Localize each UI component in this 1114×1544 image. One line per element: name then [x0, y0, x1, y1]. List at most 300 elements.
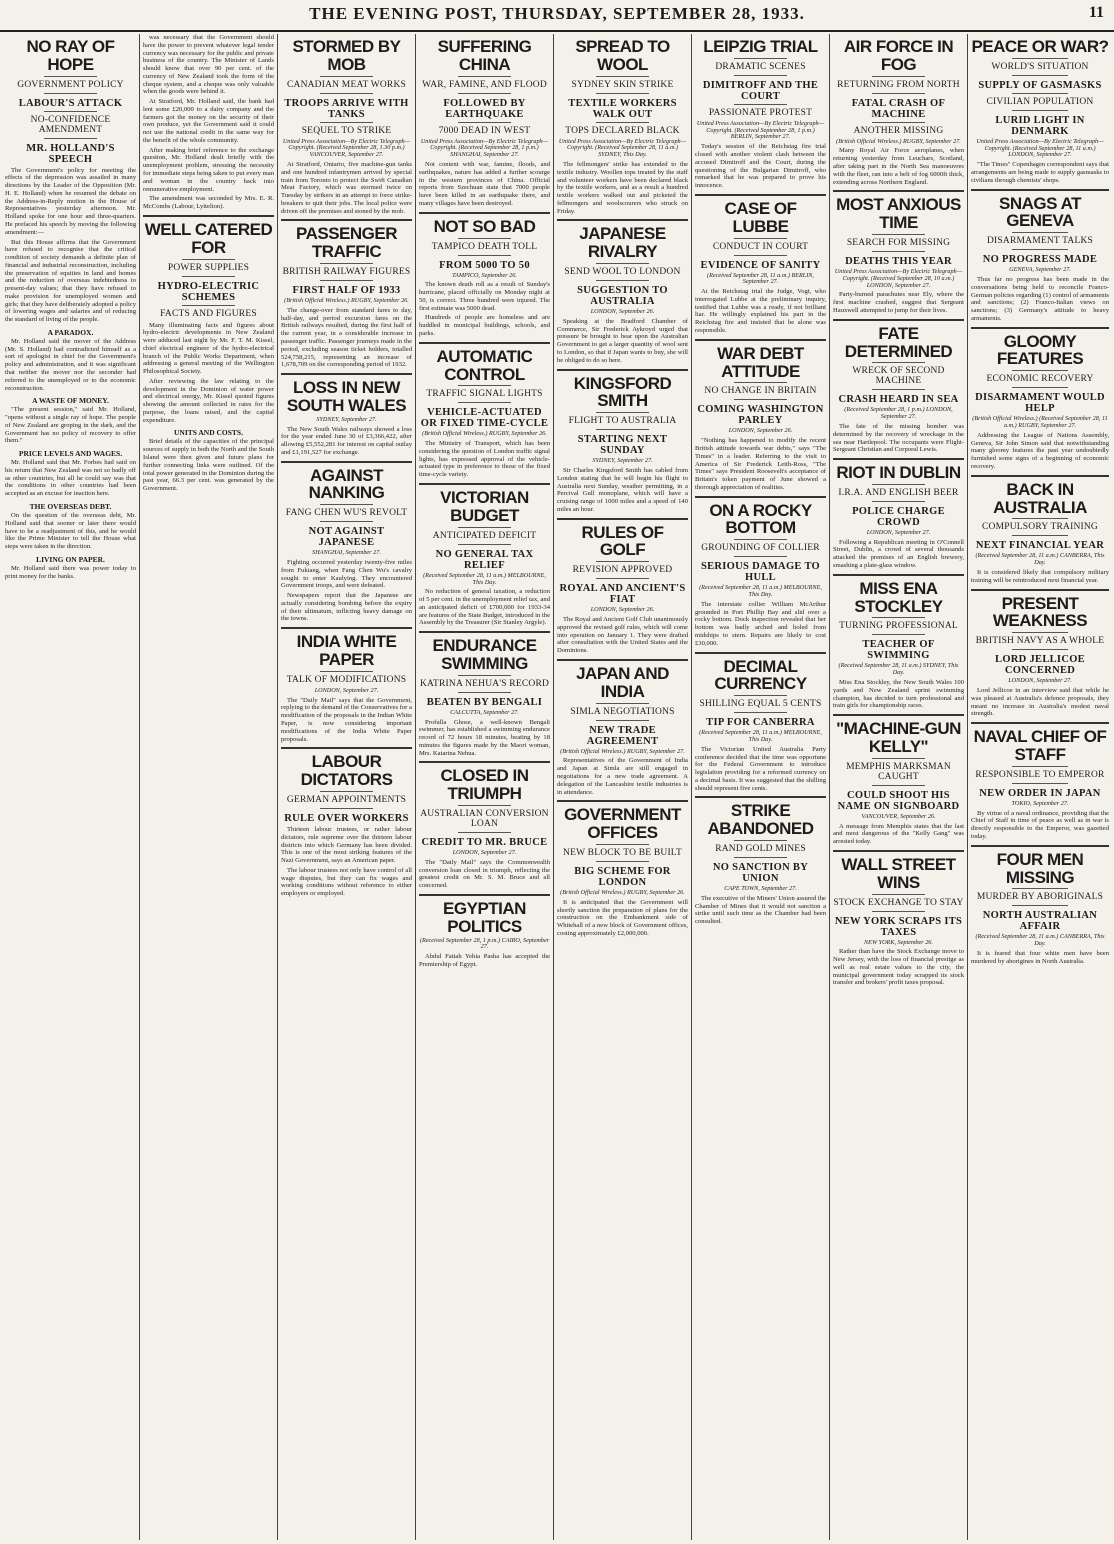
headline-rule — [872, 894, 924, 895]
headline-rule — [1012, 518, 1067, 519]
subheadline: ROYAL AND ANCIENT'S FIAT — [559, 583, 686, 606]
headline: NOT SO BAD — [433, 216, 536, 236]
column-3 — [278, 34, 416, 1540]
article — [971, 728, 1109, 847]
subheadline: TALK OF MODIFICATIONS — [286, 674, 407, 685]
column-7 — [830, 34, 968, 1540]
section-subheading: A PARADOX. — [47, 327, 94, 337]
article-paragraph: Abdul Fattah Yehia Pasha has accepted the Premiership of Egypt. — [419, 953, 550, 969]
article — [971, 195, 1109, 329]
dateline: (British Official Wireless.) (Received September 28, 11 a.m.) RUGBY, September 27. — [972, 415, 1108, 430]
headline-rule — [734, 695, 786, 696]
dateline: LONDON, September 26. — [590, 606, 655, 614]
article-paragraph: The New South Wales railways showed a loss for the year ended June 30 of £3,366,422, after allowing £5,552,281 for interest on capital outlay and £1,191,527 for exchange. — [281, 425, 412, 456]
subheadline: REVISION APPROVED — [572, 565, 673, 576]
subheadline: I.R.A. AND ENGLISH BEER — [838, 487, 959, 498]
article — [281, 38, 412, 221]
headline-rule — [1012, 232, 1067, 233]
dateline: (Received September 28, 1 p.m.) CAIRO, September 27. — [419, 936, 550, 951]
article-paragraph: The Royal and Ancient Golf Club unanimously approved the revised golf rules, which will come into operation on January 1. They were drafted after consultation with the United States and the Dominions. — [557, 616, 688, 655]
headline-rule — [1012, 649, 1067, 650]
article — [833, 325, 964, 460]
article — [695, 345, 826, 498]
subheadline: RESPONSIBLE TO EMPEROR — [975, 769, 1105, 780]
article — [281, 379, 412, 463]
article-paragraph: The "Daily Mail" says that the Government, replying to the demand of the Conservatives for a modification of the proposals in the Indian White Paper, is now considering important modifications of the India White Paper proposals. — [281, 696, 412, 743]
article-paragraph: On the question of the overseas debt, Mr. Holland said that sooner or later there would have to be a readjustment of this, and he would like the Prime Minister to tell the House what steps were taken in the direction. — [5, 511, 136, 551]
dateline: (Received September 28, 11 a.m.) MELBOURNE, This Day. — [699, 584, 822, 599]
column-2 — [140, 34, 278, 1540]
headline-rule — [458, 544, 510, 545]
article-paragraph: By virtue of a naval ordinance, providing that the Chief of Staff in time of peace as well as in war is directly responsible to the Emperor, was gazetted today. — [971, 809, 1109, 840]
subheadline: FACTS AND FIGURES — [160, 308, 257, 319]
article-paragraph: At Stratford, Mr. Holland said, the bank had lent some £20,000 to a dairy company and the farmers got the money on the security of their own produce, yet the Government said it could not use the national credit in the same way for the benefit of the whole community. — [143, 98, 274, 144]
headline-rule — [596, 412, 648, 413]
dateline: United Press Association—By Electric Telegraph—Copyright. (Received September 28, 10 a.m.) LONDON, September 27. — [834, 267, 963, 289]
article-paragraph: No reduction of general taxation, a reduction of 5 per cent. in the unemployment relief tax, and an anticipated deficit of £700,000 for 1933-34 are features of the State Budget, introduced in the Assembly by the Treasurer (Sir Stanley Argyle). — [419, 588, 550, 627]
subheadline: RAND GOLD MINES — [715, 844, 806, 855]
subheadline: SUGGESTION TO AUSTRALIA — [577, 285, 668, 308]
dateline: (Received September 28, 1 p.m.) LONDON, September 27. — [844, 406, 953, 421]
article-paragraph: Miss Ena Stockley, the New South Wales 100 yards and New Zealand sprint swimming champion, has decided to turn professional and train girls for championship races. — [833, 679, 964, 710]
headline-rule — [872, 93, 924, 94]
headline-rule — [872, 911, 924, 912]
headline-rule — [1012, 783, 1067, 784]
subheadline: TRAFFIC SIGNAL LIGHTS — [426, 389, 543, 400]
headline-rule — [320, 122, 372, 123]
headline-rule — [458, 122, 510, 123]
article-paragraph: Rather than have the Stock Exchange move to New Jersey, with the loss of financial prestige as well as real estate values to the city, the municipal government today scrapped its stock transfer and brokers' profit taxes proposal. — [833, 948, 964, 987]
article-paragraph: After reviewing the law relating to the development in the Dominion of water power and electrical energy, Mr. Kissel quoted figures showing the amount collected in rates for the purpose, the loans raised, and the capital expenditure. — [143, 377, 274, 424]
article-paragraph: Hundreds of people are homeless and are huddled in municipal buildings, schools, and parks. — [419, 314, 550, 337]
subheadline: NOT AGAINST JAPANESE — [308, 526, 385, 549]
dateline: (Received September 28, 11 a.m.) MELBOURNE, This Day. — [423, 571, 546, 586]
article — [971, 481, 1109, 591]
subheadline: DISARMAMENT TALKS — [986, 236, 1093, 247]
article-paragraph: "Nothing has happened to modify the recent British attitude towards war debts," says "The Times" in a leader. Referring to the visit to America of Sir Frederick Leith-Ross, "The Times" says President Roosevelt's acceptance of Britain's token payment of June showed a thorough appreciation of realities. — [695, 437, 826, 491]
article-paragraph: It is feared that four white men have been murdered by aborigines in North Australia. — [971, 950, 1109, 965]
dateline: LONDON, September 26. — [728, 427, 793, 435]
column-5 — [554, 34, 692, 1540]
headline: MISS ENA STOCKLEY — [854, 578, 943, 616]
subheadline: PASSIONATE PROTEST — [708, 107, 813, 118]
article — [971, 333, 1109, 477]
subheadline: ECONOMIC RECOVERY — [986, 374, 1094, 385]
article-paragraph: But this House affirms that the Government have refused to recognise that the critical condition of society demands a definite plan of financial and industrial reconstruction, including the preservation of equities in land and homes and the reduction of overseas indebtedness to present-day values; that they have refused to make provision for unemployed women and girls; that they have deliberately adopted a policy of lowering wages and salaries and of reducing the standard of living of the people. — [5, 238, 136, 324]
headline-rule — [1012, 249, 1067, 250]
article-paragraph: Thus far no progress has been made in the conversations being held to reconcile Franco-German policies regarding (1) control of armaments and sanctions; (2) Franco-Italian views on sanctions; (3) Germany's attitude to heavy armaments. — [971, 276, 1109, 322]
headline-rule — [458, 76, 510, 77]
article-paragraph: The fate of the missing bomber was determined by the recovery of wreckage in the sea near Hartlepool. The occupants were Flight-Sergeant Christian and Corporal Lewis. — [833, 422, 964, 454]
headline-rule — [458, 238, 510, 239]
headline: CLOSED IN TRIUMPH — [440, 766, 529, 804]
headline-rule — [458, 692, 510, 693]
dateline: (British Official Wireless.) RUGBY, September 27. — [560, 747, 685, 755]
headline-rule — [1012, 387, 1067, 388]
column-4 — [416, 34, 554, 1540]
dateline: LONDON, September 26. — [590, 308, 655, 316]
subheadline: COULD SHOOT HIS NAME ON SIGNBOARD — [837, 789, 960, 812]
article-paragraph: was necessary that the Government should have the power to prevent whatever legal tender currency was necessary for the public and private business of the country. The Minister of Lands should know that over 90 per cent. of the currency of New Zealand took the form of the cheque system, and a cheque was only valuable when the goods were behind it. — [143, 34, 274, 96]
article-paragraph: The fellmongers' strike has extended to the textile industry. Woollen tops treated by the staff and volunteer workers have been declared black by the textile workers, and as a result a hundred textile workers walked out and picketed the fellmongers and woolscourers who struck on Friday. — [557, 161, 688, 215]
article-paragraph: A message from Memphis states that the last and most dangerous of the "Kelly Gang" was arrested today. — [833, 822, 964, 846]
subheadline: LORD JELLICOE CONCERNED — [995, 654, 1085, 677]
subheadline: DISARMAMENT WOULD HELP — [975, 392, 1105, 415]
headline: WAR DEBT ATTITUDE — [717, 343, 804, 381]
dateline: United Press Association—By Electric Telegraph—Copyright. (Received September 28, 11 a.m.) SYDNEY, This Day. — [558, 137, 687, 159]
article — [833, 38, 964, 192]
dateline: (Received September 28, 11 a.m.) BERLIN, September 27. — [707, 271, 814, 286]
article-paragraph: The known death roll as a result of Sunday's hurricane, placed officially on Monday night at 50, is correct. Three hundred were injured. The first estimate was 5000 dead. — [419, 281, 550, 312]
article — [5, 38, 136, 584]
subheadline: WORLD'S SITUATION — [991, 61, 1089, 72]
headline-rule — [44, 138, 96, 139]
headline: MOST ANXIOUS TIME — [836, 195, 961, 233]
headline-rule — [458, 675, 510, 676]
subheadline: EVIDENCE OF SANITY — [700, 259, 821, 271]
headline-rule — [44, 93, 96, 94]
article — [695, 200, 826, 341]
article-paragraph: Speaking at the Bradford Chamber of Commerce, Sir Frederick Aykroyd urged that pressure be brought to bear upon the Australian Government to get a larger quantity of wool sent to London, so that if Japan wants to buy, she will be obliged to do so here. — [557, 317, 688, 364]
headline-rule — [734, 840, 786, 841]
subheadline: POLICE CHARGE CROWD — [852, 505, 945, 528]
subheadline: NORTH AUSTRALIAN AFFAIR — [982, 910, 1098, 933]
subheadline: NO CHANGE IN BRITAIN — [704, 386, 817, 397]
headline: GOVERNMENT OFFICES — [564, 805, 681, 843]
article-paragraph: "The present session," said Mr. Holland, "opens without a single ray of hope. The people of New Zealand are groping in the dark, and the Government has no policy of recovery to offer them." — [5, 406, 136, 445]
dateline: TOKIO, September 27. — [1011, 799, 1069, 807]
article — [971, 38, 1109, 191]
dateline: LONDON, September 27. — [1008, 677, 1072, 685]
headline-rule — [182, 276, 234, 277]
headline-rule — [596, 720, 648, 721]
headline-rule — [872, 389, 924, 390]
dateline: United Press Association—By Electric Telegraph—Copyright. (Received September 28, 1 p.m.) SHANGHAI, September 27. — [420, 137, 549, 159]
article — [419, 900, 550, 973]
subheadline: BEATEN BY BENGALI — [426, 696, 543, 708]
subheadline: NO GENERAL TAX RELIEF — [435, 548, 534, 571]
headline-rule — [596, 93, 648, 94]
headline: AGAINST NANKING — [308, 465, 385, 503]
subheadline: NO PROGRESS MADE — [982, 254, 1098, 266]
subheadline: CANADIAN MEAT WORKS — [286, 79, 407, 90]
headline: "MACHINE-GUN KELLY" — [836, 719, 961, 756]
subheadline: MR. HOLLAND'S SPEECH — [26, 142, 115, 165]
headline-rule — [1012, 370, 1067, 371]
article-paragraph: "The Times" Copenhagen correspondent says that arrangements are being made to supply gasmasks to civilians through chemists' shops. — [971, 161, 1109, 184]
article — [143, 34, 274, 217]
headline: BACK IN AUSTRALIA — [993, 479, 1087, 517]
article — [833, 720, 964, 852]
subheadline: NEW TRADE AGREEMENT — [586, 724, 659, 747]
subheadline: LURID LIGHT IN DENMARK — [995, 114, 1085, 137]
headline: PEACE OR WAR? — [971, 37, 1109, 56]
subheadline: STARTING NEXT SUNDAY — [577, 434, 668, 457]
subheadline: FIRST HALF OF 1933 — [292, 285, 401, 297]
dateline: NEW YORK, September 26. — [864, 938, 933, 946]
subheadline: NO SANCTION BY UNION — [712, 862, 809, 885]
dateline: SHANGHAI, September 27. — [312, 549, 381, 557]
article-paragraph: Many Royal Air Force aeroplanes, when returning yesterday from Leuchars, Scotland, after taking part in the North Sea manoeuvres with the fleet, ran into a belt of fog 6000ft thick, extending across Northern England. — [833, 147, 964, 186]
article-paragraph: Profulla Ghose, a well-known Bengali swimmer, has established a swimming endurance record of 72 hours 18 minutes, beating by 18 minutes the figures made by the Maori woman, Mrs. Katarina Nehua. — [419, 718, 550, 757]
subheadline: FATAL CRASH OF MACHINE — [851, 97, 946, 120]
headline: FOUR MEN MISSING — [996, 849, 1084, 887]
article-paragraph: The Government's policy for meeting the effects of the depression was assailed in many directions by the Leader of the Opposition (Mr. H. E. Holland) when he resumed the debate on the Address-in-Reply motion in the House of Representatives yesterday afternoon. Mr. Holland spoke for one hour and three-quarters. He prefaced his speech by moving the following amendment:— — [5, 166, 136, 236]
article-paragraph: Party-burned parachutes near Ely, where the first machine crashed, suggest that Sergeant Hauxwell attempted to jump for their lives. — [833, 291, 964, 314]
headline-rule — [1012, 888, 1067, 889]
subheadline: 7000 DEAD IN WEST — [438, 125, 531, 136]
article-paragraph: At the Reichstag trial the Judge, Vogt, who interrogated Lubbe at the preliminary inquiry, testified that Lubbe was a ready, if not brilliant liar. He willingly explained his part in the Reichstag fire and insisted that he alone was responsible. — [695, 288, 826, 334]
headline-rule — [320, 280, 372, 281]
article — [833, 464, 964, 576]
article-paragraph: The interstate collier William McArthur grounded in Port Phillip Bay and slid over a rocky bottom. Dock inspection revealed that her bottom was badly arched and holed from midships to stern. Repairs are likely to cost £30,000. — [695, 600, 826, 647]
headline-rule — [320, 93, 372, 94]
subheadline: NEXT FINANCIAL YEAR — [975, 540, 1105, 552]
article-paragraph: Lord Jellicoe in an interview said that while he was pleased at Australia's defence proposals, they meant no increase in Australia's modest naval strength. — [971, 687, 1109, 718]
article — [557, 524, 688, 661]
headline-rule — [182, 259, 234, 260]
article — [419, 489, 550, 633]
subheadline: FROM 5000 TO 50 — [439, 259, 530, 271]
headline-rule — [872, 785, 924, 786]
article — [557, 375, 688, 520]
subheadline: BIG SCHEME FOR LONDON — [574, 865, 671, 888]
article — [695, 38, 826, 196]
article — [833, 196, 964, 320]
article-paragraph: The executive of the Miners' Union assured the Chamber of Mines that it would not sanction a strike until such time as the Chamber had been consulted. — [695, 894, 826, 926]
subheadline: WRECK OF SECOND MACHINE — [852, 366, 945, 387]
subheadline: TEACHER OF SWIMMING — [862, 639, 935, 662]
page-number: 11 — [1088, 4, 1104, 21]
subheadline: SEQUEL TO STRIKE — [301, 125, 392, 136]
subheadline: NEW BLOCK TO BE BUILT — [563, 847, 682, 858]
article — [419, 218, 550, 344]
subheadline: SEND WOOL TO LONDON — [564, 267, 681, 278]
headline-rule — [872, 758, 924, 759]
headline-rule — [320, 791, 372, 792]
dateline: CAPE TOWN, September 27. — [724, 885, 797, 893]
article-paragraph: Addressing the League of Nations Assembly, Geneva, Sir John Simon said that notwithstanding many gloomy features the past year undoubtedly furnished some signs of a beginning of economic recovery. — [971, 431, 1109, 471]
article-paragraph: The labour trustees not only have control of all wage disputes, but they can fix wages and working conditions without reference to either employers or employed. — [281, 866, 412, 898]
article — [281, 753, 412, 902]
headline-rule — [458, 255, 510, 256]
article — [695, 658, 826, 799]
dateline: United Press Association—By Electric Telegraph—Copyright. (Received September 28, 1.30 p.m.) VANCOUVER, September 27. — [282, 137, 411, 159]
headline-rule — [872, 362, 924, 363]
article-paragraph: Many illuminating facts and figures about hydro-electric developments in New Zealand were adduced last night by Mr. F. T. M. Kissel, chief electrical engineer of the hydro-electrical branch of the Public Works Department, when addressing a general meeting of the Wellington Philosophical Society. — [143, 321, 274, 376]
headline: KINGSFORD SMITH — [573, 373, 672, 411]
article — [971, 851, 1109, 970]
headline-rule — [458, 402, 510, 403]
headline-rule — [596, 280, 648, 281]
dateline: VANCOUVER, September 26. — [861, 812, 936, 820]
subheadline: SIMLA NEGOTIATIONS — [570, 706, 675, 717]
article — [419, 348, 550, 485]
headline-rule — [734, 399, 786, 400]
subheadline: MEMPHIS MARKSMAN CAUGHT — [846, 761, 951, 782]
dateline: LONDON, September 27. — [314, 686, 379, 694]
headline: PASSENGER TRAFFIC — [296, 224, 397, 262]
article — [557, 225, 688, 370]
section-subheading: THE OVERSEAS DEBT. — [29, 501, 112, 511]
subheadline: CREDIT TO MR. BRUCE — [421, 837, 548, 849]
headline: VICTORIAN BUDGET — [440, 488, 529, 525]
dateline: (British Official Wireless.) RUGBY, September 26. — [560, 888, 685, 896]
column-6 — [692, 34, 830, 1540]
article-paragraph: Not content with war, famine, floods, and earthquakes, nature has added a further scourge in the western provinces of China. Official reports from Szechuan state that 7000 people have been killed in an earthquake there, and many villages have been destroyed. — [419, 161, 550, 207]
subheadline: DEATHS THIS YEAR — [845, 255, 952, 267]
article-paragraph: Mr. Holland said the mover of the Address (Mr. S. Holland) had contradicted himself as a sort of apologist in chief for the Government's policy and administration, and it was significant that neither the mover nor the seconder had referred to the unemployed or to the economic reconstruction. — [5, 337, 136, 392]
article — [833, 580, 964, 716]
headline-rule — [596, 263, 648, 264]
dateline: GENEVA, September 27. — [1009, 266, 1071, 274]
headline: SPREAD TO WOOL — [575, 37, 670, 74]
subheadline: GROUNDING OF COLLIER — [701, 543, 820, 554]
article — [695, 802, 826, 930]
subheadline: BRITISH NAVY AS A WHOLE — [975, 636, 1105, 647]
article-paragraph: The Victorian United Australia Party conference decided that the time was opportune for the Federal Government to introduce legislation providing for a reformed currency on a decimal basis. It was suggested that the shilling should represent five cents. — [695, 745, 826, 792]
headline-rule — [734, 255, 786, 256]
dateline: (British Official Wireless.) RUGBY, September 26. — [284, 297, 409, 305]
headline-rule — [596, 844, 648, 845]
article — [419, 767, 550, 896]
dateline: TAMPICO, September 26. — [452, 271, 517, 279]
article-paragraph: It is anticipated that the Government will shortly sanction the preparation of plans for the construction on the Embankment side of Whitehall of a new block of Government offices, costing approximately £2,000,000. — [557, 898, 688, 937]
headline-rule — [458, 527, 510, 528]
article-paragraph: Mr. Holland said there was power today to print money for the banks. — [5, 564, 136, 580]
dateline: (Received September 28, 11 a.m.) CANBERRA, This Day. — [975, 933, 1105, 948]
headline-rule — [44, 111, 96, 112]
headline-rule — [734, 539, 786, 540]
article-paragraph: It is considered likely that compulsory military training will be reintroduced next financial year. — [971, 569, 1109, 584]
article-paragraph: The Ministry of Transport, which has been considering the question of London traffic signal lights, has expressed approval of the vehicle-actuated type in preference to those of the fixed time-cycle variety. — [419, 440, 550, 479]
headline-rule — [872, 234, 924, 235]
headline: LOSS IN NEW SOUTH WALES — [286, 378, 407, 415]
subheadline: RULE OVER WORKERS — [284, 812, 409, 824]
headline-rule — [596, 578, 648, 579]
article — [281, 467, 412, 630]
subheadline: FANG CHEN WU'S REVOLT — [285, 508, 408, 519]
subheadline: DRAMATIC SCENES — [715, 61, 806, 72]
headline-rule — [320, 671, 372, 672]
dateline: (British Official Wireless.) RUGBY, September 26. — [422, 430, 547, 438]
headline-rule — [872, 634, 924, 635]
subheadline: RETURNING FROM NORTH — [837, 79, 960, 90]
headline: JAPANESE RIVALRY — [579, 224, 666, 262]
headline-rule — [44, 76, 96, 77]
headline-rule — [872, 76, 924, 77]
dateline: CALCUTTA, September 27. — [450, 708, 519, 716]
dateline: SYDNEY, September 27. — [316, 415, 377, 423]
headline-rule — [872, 484, 924, 485]
headline: STORMED BY MOB — [292, 37, 401, 74]
dateline: (Received September 28, 11 a.m.) SYDNEY, This Day. — [838, 662, 959, 677]
headline: STRIKE ABANDONED — [707, 801, 814, 839]
headline: NO RAY OF HOPE — [26, 37, 115, 74]
subheadline: FOLLOWED BY EARTHQUAKE — [443, 97, 526, 120]
headline-rule — [320, 263, 372, 264]
headline-rule — [1012, 535, 1067, 536]
subheadline: SYDNEY SKIN STRIKE — [571, 79, 674, 90]
article — [833, 856, 964, 991]
subheadline: SUPPLY OF GASMASKS — [978, 79, 1102, 91]
subheadline: NEW ORDER IN JAPAN — [979, 787, 1101, 799]
article-paragraph: The change-over from standard fares to day, half-day, and period excursion fares on the British railways resulted, during the first half of the current year, in a considerable increase in passenger traffic. Passenger journeys made in the period, excluding season ticket holders, totalled 524,758,215, representing an increase of 1,678,709 on the corresponding period of 1932. — [281, 306, 412, 369]
subheadline: HYDRO-ELECTRIC SCHEMES — [157, 280, 260, 303]
article-paragraph: After making brief reference to the exchange question, Mr. Holland dealt briefly with the unemployment problem, stressing the necessity for immediate steps being taken to put every man and woman in the country back into remunerative employment. — [143, 146, 274, 193]
headline: LABOUR DICTATORS — [300, 752, 393, 790]
subheadline: KATRINA NEHUA'S RECORD — [419, 678, 550, 689]
headline: DECIMAL CURRENCY — [714, 656, 807, 694]
headline: RULES OF GOLF — [581, 522, 664, 560]
dateline: SYDNEY, September 27. — [592, 457, 653, 465]
subheadline: TURNING PROFESSIONAL — [839, 621, 958, 632]
headline-rule — [596, 561, 648, 562]
headline-rule — [872, 251, 924, 252]
article — [557, 665, 688, 802]
article — [143, 221, 274, 497]
article-paragraph: Sir Charles Kingsford Smith has cabled from London stating that he will begin his flight to Australia next Sunday, weather permitting, in a Percival Gull monoplane, which will have a cruising range of 1000 miles and a speed of 140 miles an hour. — [557, 467, 688, 513]
dateline: United Press Association—By Electric Telegraph—Copyright. (Received September 28, 1 p.m.) BERLIN, September 27. — [696, 119, 825, 141]
subheadline: GOVERNMENT POLICY — [17, 79, 124, 90]
dateline: LONDON, September 27. — [866, 528, 931, 536]
subheadline: GERMAN APPOINTMENTS — [286, 795, 407, 805]
headline: LEIPZIG TRIAL — [703, 37, 818, 56]
headline-rule — [320, 521, 372, 522]
section-subheading: A WASTE OF MONEY. — [32, 396, 109, 406]
dateline: (Received September 28, 11 a.m.) CANBERRA, This Day. — [975, 552, 1105, 567]
headline: NAVAL CHIEF OF STAFF — [973, 727, 1107, 765]
headline-rule — [1012, 58, 1067, 59]
subheadline: TOPS DECLARED BLACK — [565, 125, 680, 136]
news-columns — [2, 34, 1112, 1540]
headline-rule — [1012, 75, 1067, 76]
headline: INDIA WHITE PAPER — [296, 632, 397, 670]
subheadline: TEXTILE WORKERS WALK OUT — [568, 97, 677, 120]
headline: WALL STREET WINS — [841, 854, 956, 892]
headline-rule — [596, 76, 648, 77]
headline-rule — [872, 122, 924, 123]
headline: FATE DETERMINED — [844, 323, 953, 361]
headline: JAPAN AND INDIA — [576, 663, 669, 701]
subheadline: STOCK EXCHANGE TO STAY — [833, 897, 964, 908]
headline-rule — [1012, 905, 1067, 906]
subheadline: NEW YORK SCRAPS ITS TAXES — [834, 915, 963, 938]
subheadline: COMPULSORY TRAINING — [982, 522, 1098, 533]
article — [695, 502, 826, 654]
headline: WELL CATERED FOR — [144, 219, 273, 257]
headline-rule — [458, 832, 510, 833]
section-subheading: PRICE LEVELS AND WAGES. — [18, 449, 123, 459]
headline: GLOOMY FEATURES — [996, 331, 1084, 369]
headline-rule — [1012, 766, 1067, 767]
article-paragraph: Following a Republican meeting in O'Connell Street, Dublin, a crowd of several thousands attacked the premises of an English brewery, smashing a plate-glass window. — [833, 538, 964, 569]
headline-rule — [734, 382, 786, 383]
subheadline: LABOUR'S ATTACK — [18, 97, 123, 109]
headline-rule — [734, 238, 786, 239]
headline-rule — [458, 805, 510, 806]
article-paragraph: Thirteen labour trustees, or rather labour dictators, rule supreme over the thirteen labour districts into which Germany has been divided. This is one of the most striking features of the Nazi Government, says an American paper. — [281, 825, 412, 865]
headline: RIOT IN DUBLIN — [836, 463, 961, 483]
dateline: (British Official Wireless.) RUGBY, September 27. — [836, 137, 961, 145]
subheadline: AUSTRALIAN CONVERSION LOAN — [420, 809, 549, 830]
article-paragraph: The amendment was seconded by Mrs. E. R. McCombs (Labour, Lyttelton). — [143, 195, 274, 211]
subheadline: DIMITROFF AND THE COURT — [702, 79, 819, 102]
headline-rule — [182, 305, 234, 306]
article — [557, 38, 688, 221]
headline-rule — [1012, 632, 1067, 633]
headline-rule — [320, 504, 372, 505]
